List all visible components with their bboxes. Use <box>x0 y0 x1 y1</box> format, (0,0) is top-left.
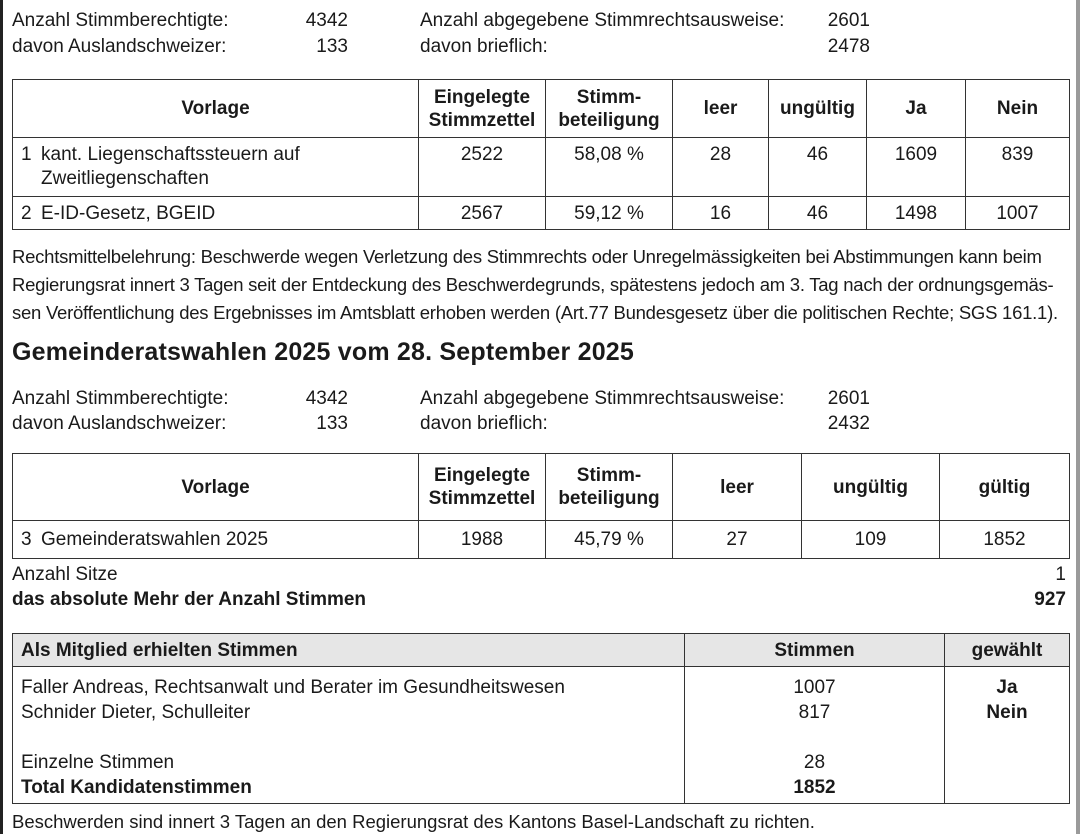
candidate-names-cell <box>13 667 685 804</box>
row-ballots: 1988 <box>419 521 546 559</box>
legal-notice-line: Regierungsrat innert 3 Tagen seit der Entdeckung des Beschwerdegrunds, spätestens jedoch am 3. Tag nach der ordnungsgemäs- <box>12 274 1054 295</box>
legal-notice <box>12 243 1072 327</box>
postal-value: 2478 <box>827 36 870 57</box>
majority-value: 927 <box>1034 589 1066 610</box>
col-header-vorlage: Vorlage <box>13 454 419 521</box>
election-results-table <box>12 453 1070 559</box>
eligible-value: 4342 <box>305 388 348 409</box>
candidate-name: Faller Andreas, Rechtsanwalt und Berater im Gesundheitswesen <box>21 677 565 698</box>
col-header-empty: leer <box>673 80 769 138</box>
majority-label: das absolute Mehr der Anzahl Stimmen <box>12 589 367 610</box>
row-empty: 27 <box>673 521 802 559</box>
candidate-votes: 817 <box>798 702 831 723</box>
table-row <box>13 138 1070 197</box>
row-invalid: 46 <box>769 197 867 230</box>
table-header-row <box>13 634 1070 667</box>
abroad-label: davon Auslandschweizer: <box>12 413 227 434</box>
candidate-elected-cell <box>945 667 1070 804</box>
col-header-yes: Ja <box>867 80 966 138</box>
col-header-votes: Stimmen <box>685 634 945 667</box>
abroad-label: davon Auslandschweizer: <box>12 36 227 57</box>
row-no: 1007 <box>966 197 1070 230</box>
row-ballots: 2522 <box>419 138 546 197</box>
postal-label: davon brieflich: <box>420 413 548 434</box>
col-header-invalid: ungültig <box>802 454 940 521</box>
col-header-elected: gewählt <box>945 634 1070 667</box>
col-header-turnout: Stimm- beteiligung <box>546 454 673 521</box>
col-header-empty: leer <box>673 454 802 521</box>
candidate-elected: Nein <box>986 702 1028 723</box>
row-no: 839 <box>966 138 1070 197</box>
footer-note: Beschwerden sind innert 3 Tagen an den Regierungsrat des Kantons Basel-Landschaft zu richten. <box>12 811 815 832</box>
row-empty: 28 <box>673 138 769 197</box>
candidate-elected: Ja <box>996 677 1018 698</box>
col-header-ballots: Eingelegte Stimmzettel <box>419 80 546 138</box>
page-border-left <box>0 0 3 834</box>
col-header-invalid: ungültig <box>769 80 867 138</box>
eligible-label: Anzahl Stimmberechtigte: <box>12 10 229 31</box>
table-row <box>13 521 1070 559</box>
eligible-value: 4342 <box>305 10 348 31</box>
postal-value: 2432 <box>827 413 870 434</box>
section-heading: Gemeinderatswahlen 2025 vom 28. September 2025 <box>12 338 635 366</box>
candidate-votes-cell <box>685 667 945 804</box>
eligible-label: Anzahl Stimmberechtigte: <box>12 388 229 409</box>
table-header-row <box>13 80 1070 138</box>
total-votes-label: Total Kandidatenstimmen <box>21 777 252 798</box>
row-title: 2 E-ID-Gesetz, BGEID <box>13 197 419 230</box>
table-header-row <box>13 454 1070 521</box>
seats-value: 1 <box>1055 564 1066 585</box>
submitted-label: Anzahl abgegebene Stimmrechtsausweise: <box>420 10 785 31</box>
submitted-value: 2601 <box>827 10 870 31</box>
candidate-name: Schnider Dieter, Schulleiter <box>21 702 251 723</box>
candidate-votes: 1007 <box>793 677 836 698</box>
vote-results-table <box>12 79 1070 230</box>
submitted-label: Anzahl abgegebene Stimmrechtsausweise: <box>420 388 785 409</box>
row-valid: 1852 <box>940 521 1070 559</box>
col-header-vorlage: Vorlage <box>13 80 419 138</box>
col-header-no: Nein <box>966 80 1070 138</box>
individual-votes-value: 28 <box>803 752 826 773</box>
abroad-value: 133 <box>316 413 348 434</box>
col-header-turnout: Stimm- beteiligung <box>546 80 673 138</box>
row-turnout: 59,12 % <box>546 197 673 230</box>
seats-label: Anzahl Sitze <box>12 564 118 585</box>
submitted-value: 2601 <box>827 388 870 409</box>
table-row <box>13 667 1070 804</box>
row-title: 1 kant. Liegenschaftssteuern auf Zweitliegenschaften <box>13 138 419 197</box>
legal-notice-line: sen Veröffentlichung des Ergebnisses im Amtsblatt erhoben werden (Art.77 Bundesgesetz über die politischen Rechte; SGS 161.1). <box>12 302 1058 323</box>
postal-label: davon brieflich: <box>420 36 548 57</box>
legal-notice-line: Rechtsmittelbelehrung: Beschwerde wegen Verletzung des Stimmrechts oder Unregelmässigkeiten bei Abstimmungen kann beim <box>12 246 1042 267</box>
row-turnout: 58,08 % <box>546 138 673 197</box>
col-header-valid: gültig <box>940 454 1070 521</box>
table-row <box>13 197 1070 230</box>
row-invalid: 46 <box>769 138 867 197</box>
row-title: 3 Gemeinderatswahlen 2025 <box>13 521 419 559</box>
abroad-value: 133 <box>316 36 348 57</box>
row-invalid: 109 <box>802 521 940 559</box>
individual-votes-label: Einzelne Stimmen <box>21 752 175 773</box>
row-yes: 1609 <box>867 138 966 197</box>
row-turnout: 45,79 % <box>546 521 673 559</box>
total-votes-value: 1852 <box>793 777 836 798</box>
col-header-ballots: Eingelegte Stimmzettel <box>419 454 546 521</box>
col-header-member: Als Mitglied erhielten Stimmen <box>13 634 685 667</box>
row-empty: 16 <box>673 197 769 230</box>
candidate-votes-table <box>12 633 1070 804</box>
page-border-right <box>1076 0 1080 834</box>
row-ballots: 2567 <box>419 197 546 230</box>
row-yes: 1498 <box>867 197 966 230</box>
